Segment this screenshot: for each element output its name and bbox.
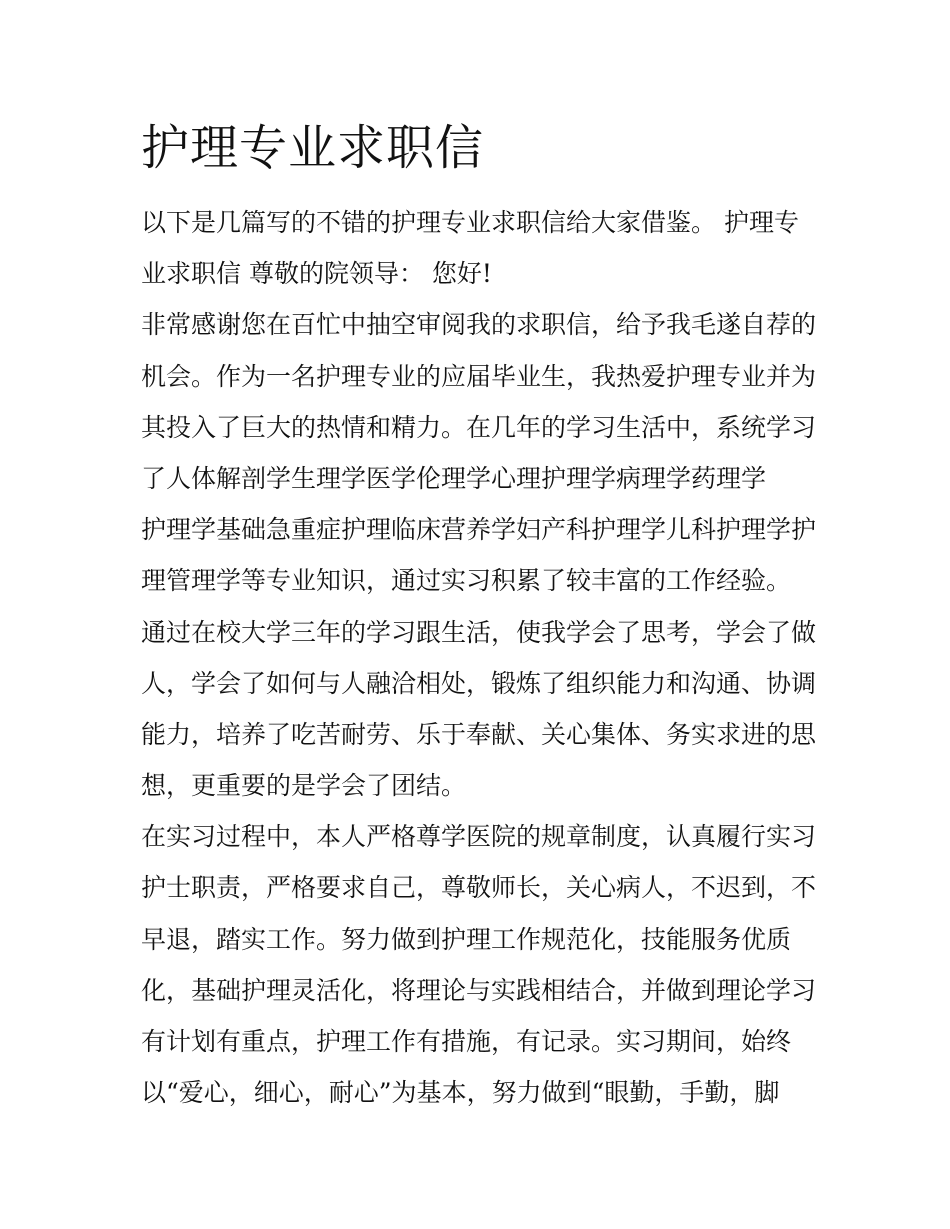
text-line: 非常感谢您在百忙中抽空审阅我的求职信，给予我毛遂自荐的 [141, 310, 817, 340]
text-line: 其投入了巨大的热情和精力。在几年的学习生活中，系统学习 [141, 412, 817, 442]
text-line: 以下是几篇写的不错的护理专业求职信给大家借鉴。 护理专 [141, 208, 799, 237]
text-line: 护士职责，严格要求自己，尊敬师长，关心病人，不迟到，不 [141, 873, 817, 903]
text-line: 人，学会了如何与人融洽相处，锻炼了组织能力和沟通、协调 [141, 668, 817, 698]
text-line: 早退，踏实工作。努力做到护理工作规范化，技能服务优质 [141, 924, 792, 954]
document-body [141, 197, 821, 1118]
text-line: 能力，培养了吃苦耐劳、乐于奉献、关心集体、务实求进的思 [141, 719, 817, 749]
text-line: 以“爱心，细心，耐心”为基本，努力做到“眼勤，手勤，脚 [141, 1078, 780, 1108]
text-line: 业求职信 尊敬的院领导： 您好! [141, 259, 492, 289]
text-line: 理管理学等专业知识，通过实习积累了较丰富的工作经验。 [141, 566, 792, 596]
text-line: 护理学基础急重症护理临床营养学妇产科护理学儿科护理学护 [141, 515, 817, 545]
text-line: 了人体解剖学生理学医学伦理学心理护理学病理学药理学 [141, 463, 767, 493]
text-line: 通过在校大学三年的学习跟生活，使我学会了思考，学会了做 [141, 617, 817, 647]
text-line: 想，更重要的是学会了团结。 [141, 771, 467, 801]
text-line: 在实习过程中，本人严格尊学医院的规章制度，认真履行实习 [141, 822, 817, 852]
document-title: 护理专业求职信 [141, 120, 485, 176]
text-line: 化，基础护理灵活化，将理论与实践相结合，并做到理论学习 [141, 975, 817, 1005]
text-line: 有计划有重点，护理工作有措施，有记录。实习期间，始终 [141, 1027, 792, 1056]
text-line: 机会。作为一名护理专业的应届毕业生，我热爱护理专业并为 [141, 361, 817, 391]
